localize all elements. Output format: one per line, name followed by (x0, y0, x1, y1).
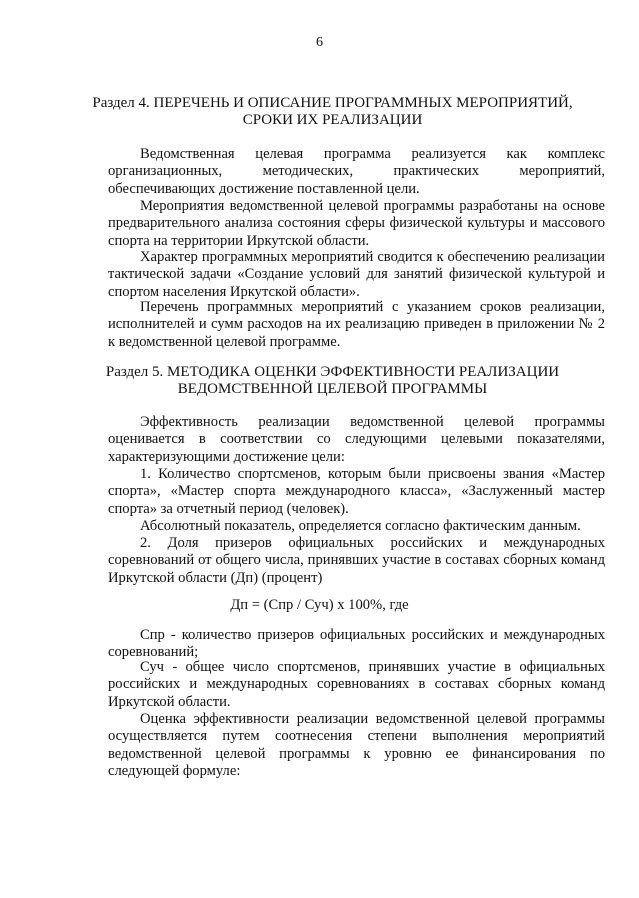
section5-paragraph-3: Абсолютный показатель, определяется согласно фактическим данным. (140, 518, 581, 534)
section5-heading-line1: Раздел 5. МЕТОДИКА ОЦЕНКИ ЭФФЕКТИВНОСТИ РЕАЛИЗАЦИИ (105, 364, 560, 380)
section4-heading-line2: СРОКИ ИХ РЕАЛИЗАЦИИ (242, 112, 423, 128)
formula: Дп = (Спр / Суч) х 100%, где (230, 597, 409, 613)
section5-paragraph-6: Суч - общее число спортсменов, принявших участие в официальных российских и международных соревнованиях в составах сборных команд Иркутской области. (108, 659, 605, 710)
section5-heading-line2: ВЕДОМСТВЕННОЙ ЦЕЛЕВОЙ ПРОГРАММЫ (177, 381, 488, 397)
section4-heading (60, 95, 605, 129)
section5-paragraph-1: Эффективность реализации ведомственной целевой программы оценивается в соответствии со следующими целевыми показателями, характеризующими достижение цели: (108, 414, 605, 465)
section4-paragraph-4: Перечень программных мероприятий с указанием сроков реализации, исполнителей и сумм расходов на их реализацию приведен в приложении № 2 к ведомственной целевой программе. (108, 299, 605, 350)
section5-paragraph-2: 1. Количество спортсменов, которым были присвоены звания «Мастер спорта», «Мастер спорта международного класса», «Заслуженный мастер спорта» за отчетный период (человек). (108, 466, 605, 517)
section4-paragraph-2: Мероприятия ведомственной целевой программы разработаны на основе предварительного анализа состояния сферы физической культуры и массового спорта на территории Иркутской области. (108, 198, 605, 249)
section4-heading-line1: Раздел 4. ПЕРЕЧЕНЬ И ОПИСАНИЕ ПРОГРАММНЫХ МЕРОПРИЯТИЙ, (92, 95, 573, 111)
section5-paragraph-5: Спр - количество призеров официальных российских и международных соревнований; (108, 627, 605, 661)
section5-heading (60, 364, 605, 398)
section5-paragraph-7: Оценка эффективности реализации ведомственной целевой программы осуществляется путем соотнесения степени выполнения мероприятий ведомственной целевой программы к уровню ее финансирования по следующей формуле: (108, 711, 605, 780)
section5-paragraph-4: 2. Доля призеров официальных российских и международных соревнований от общего числа, принявших участие в составах сборных команд Иркутской области (Дп) (процент) (108, 535, 605, 586)
section4-paragraph-3: Характер программных мероприятий сводится к обеспечению реализации тактической задачи «Создание условий для занятий физической культурой и спортом населения Иркутской области». (108, 249, 605, 300)
section4-paragraph-1: Ведомственная целевая программа реализуется как комплекс организационных, методических, практических мероприятий, обеспечивающих достижение поставленной цели. (108, 146, 605, 197)
page-number: 6 (316, 35, 323, 50)
